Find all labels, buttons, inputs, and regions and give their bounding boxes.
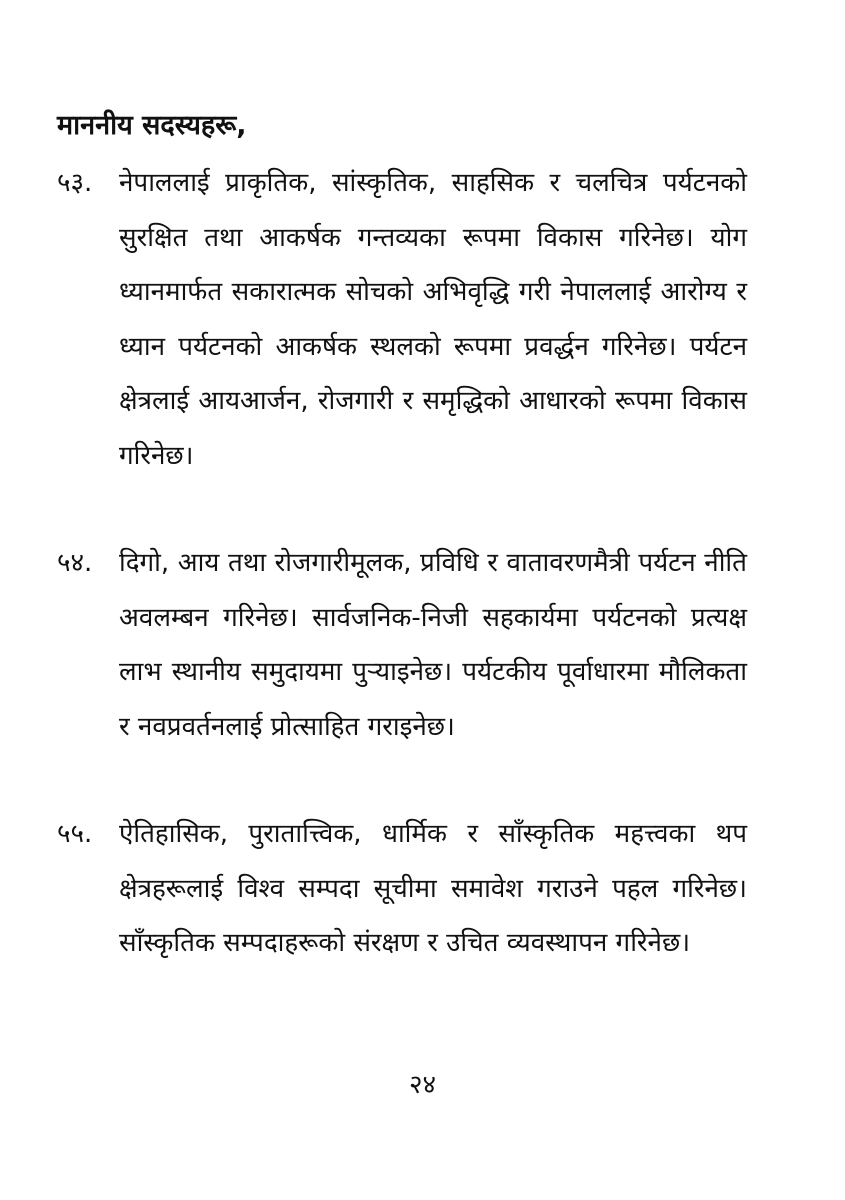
paragraph-53	[57, 156, 747, 484]
salutation-heading: माननीय सदस्यहरू,	[57, 110, 247, 141]
paragraph-number: ५४.	[57, 548, 93, 578]
page-number: २४	[408, 1070, 437, 1100]
paragraph-number: ५३.	[57, 168, 93, 198]
paragraph-number: ५५.	[57, 819, 93, 849]
paragraph-54	[57, 536, 747, 754]
paragraph-text: नेपाललाई प्राकृतिक, सांस्कृतिक, साहसिक र चलचित्र पर्यटनको सुरक्षित तथा आकर्षक गन्तव्यका रूपमा विकास गरिनेछ। योग ध्यानमार्फत सकारात्मक सोचको अभिवृद्धि गरी नेपाललाई आरोग्य र ध्यान पर्यटनको आकर्षक स्थलको रूपमा प्रवर्द्धन गरिनेछ। पर्यटन क्षेत्रलाई आयआर्जन, रोजगारी र समृद्धिको आधारको रूपमा विकास गरिनेछ।	[119, 168, 747, 471]
paragraph-text: दिगो, आय तथा रोजगारीमूलक, प्रविधि र वातावरणमैत्री पर्यटन नीति अवलम्बन गरिनेछ। सार्वजनिक-निजी सहकार्यमा पर्यटनको प्रत्यक्ष लाभ स्थानीय समुदायमा पुऱ्याइनेछ। पर्यटकीय पूर्वाधारमा मौलिकता र नवप्रवर्तनलाई प्रोत्साहित गराइनेछ।	[119, 548, 747, 742]
paragraph-text: ऐतिहासिक, पुरातात्त्विक, धार्मिक र साँस्कृतिक महत्त्वका थप क्षेत्रहरूलाई विश्व सम्पदा सूचीमा समावेश गराउने पहल गरिनेछ। साँस्कृतिक सम्पदाहरूको संरक्षण र उचित व्यवस्थापन गरिनेछ।	[119, 819, 747, 959]
paragraph-55	[57, 807, 747, 971]
